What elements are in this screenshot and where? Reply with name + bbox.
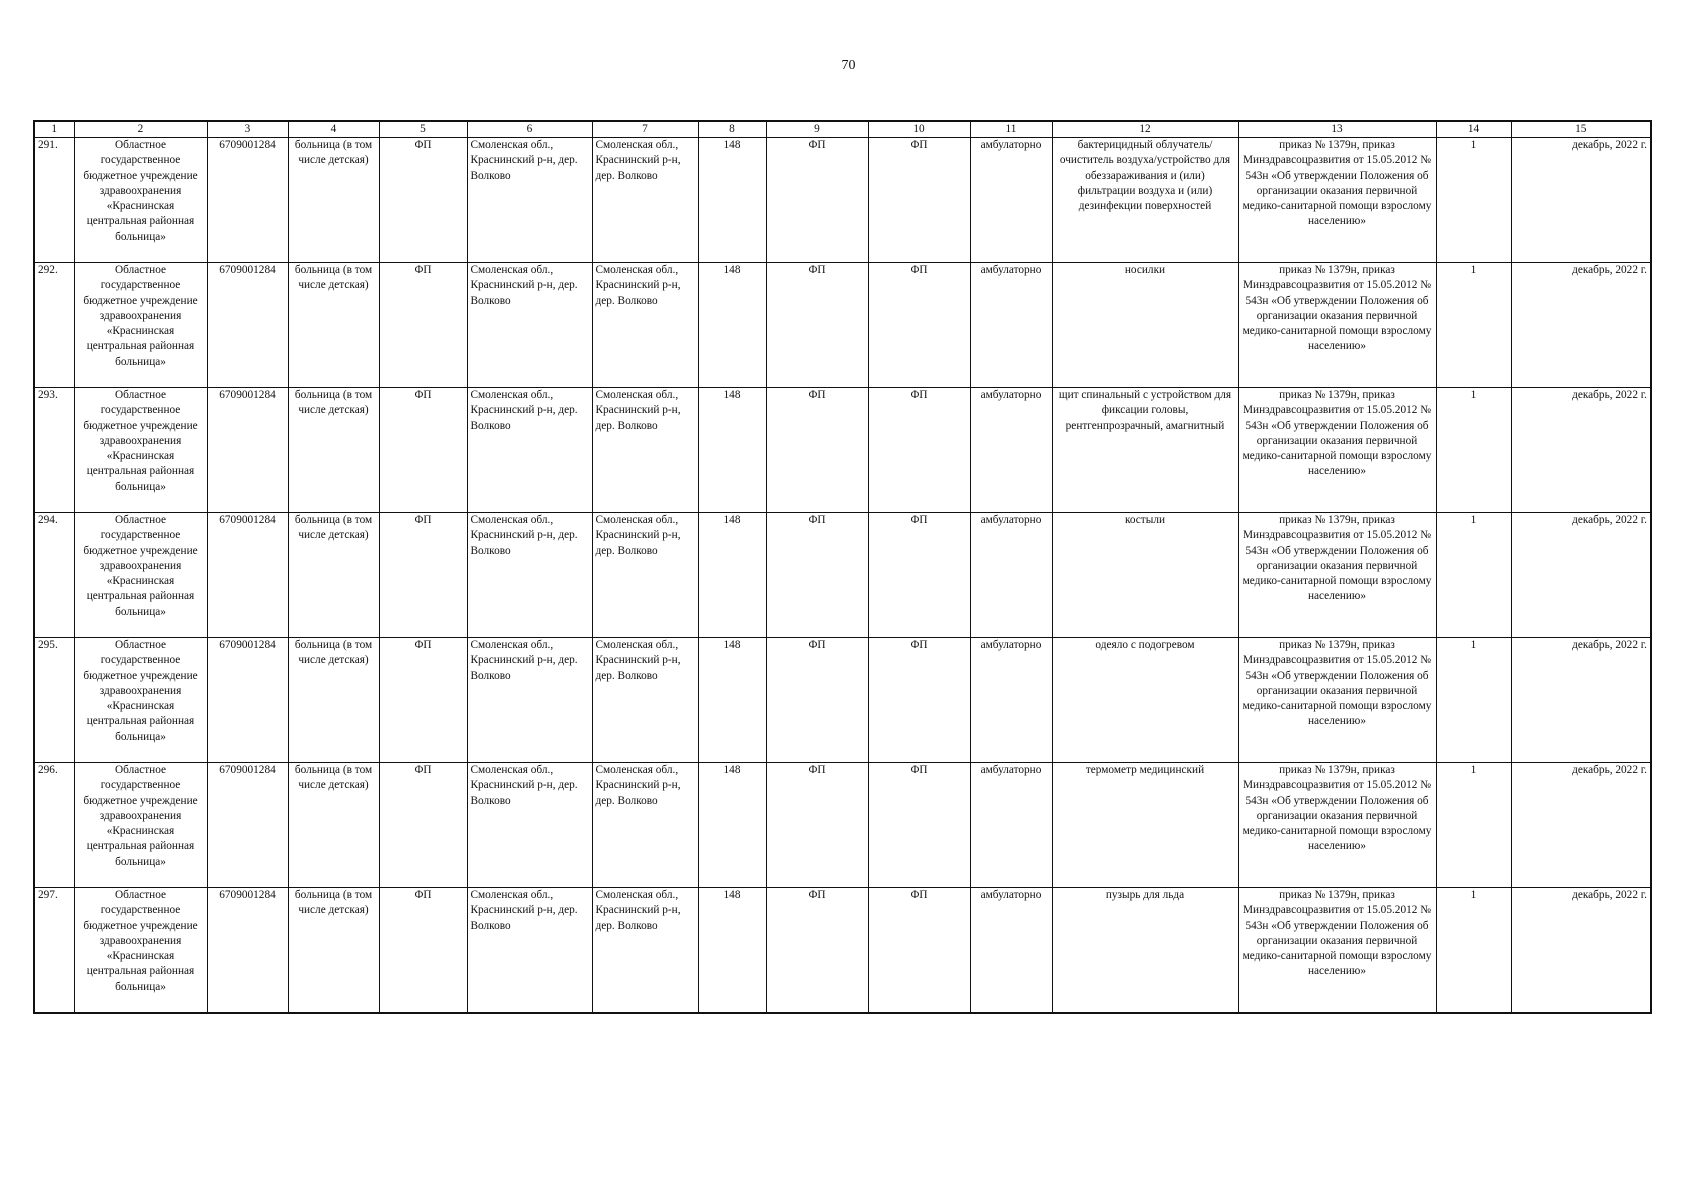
col10-cell: ФП xyxy=(868,138,970,263)
col10-cell: ФП xyxy=(868,263,970,388)
inn-cell: 6709001284 xyxy=(207,388,288,513)
date-cell: декабрь, 2022 г. xyxy=(1511,388,1651,513)
equipment-name: носилки xyxy=(1052,263,1238,388)
col9-cell: ФП xyxy=(766,388,868,513)
date-cell: декабрь, 2022 г. xyxy=(1511,138,1651,263)
unit-type: ФП xyxy=(379,388,467,513)
column-number: 2 xyxy=(74,121,207,138)
col10-cell: ФП xyxy=(868,888,970,1013)
col10-cell: ФП xyxy=(868,513,970,638)
address-cell: Смоленская обл., Краснинский р-н, дер. Волково xyxy=(467,138,592,263)
care-type: амбулаторно xyxy=(970,888,1052,1013)
unit-type: ФП xyxy=(379,513,467,638)
facility-type: больница (в том числе детская) xyxy=(288,263,379,388)
table-row xyxy=(34,263,1651,388)
code-cell: 148 xyxy=(698,638,766,763)
equipment-name: щит спинальный с устройством для фиксации головы, рентгенпрозрачный, амагнитный xyxy=(1052,388,1238,513)
inn-cell: 6709001284 xyxy=(207,513,288,638)
col9-cell: ФП xyxy=(766,888,868,1013)
address-cell-2: Смоленская обл., Краснинский р-н, дер. Волково xyxy=(592,638,698,763)
inn-cell: 6709001284 xyxy=(207,763,288,888)
row-number: 293. xyxy=(34,388,74,513)
code-cell: 148 xyxy=(698,763,766,888)
address-cell-2: Смоленская обл., Краснинский р-н, дер. Волково xyxy=(592,388,698,513)
address-cell: Смоленская обл., Краснинский р-н, дер. Волково xyxy=(467,513,592,638)
quantity-cell: 1 xyxy=(1436,263,1511,388)
facility-type: больница (в том числе детская) xyxy=(288,888,379,1013)
care-type: амбулаторно xyxy=(970,263,1052,388)
address-cell-2: Смоленская обл., Краснинский р-н, дер. Волково xyxy=(592,138,698,263)
code-cell: 148 xyxy=(698,888,766,1013)
order-reference: приказ № 1379н, приказ Минздравсоцразвития от 15.05.2012 № 543н «Об утверждении Положения об организации оказания первичной медико-санитарной помощи взрослому населению» xyxy=(1238,638,1436,763)
care-type: амбулаторно xyxy=(970,638,1052,763)
table-row xyxy=(34,138,1651,263)
column-number: 8 xyxy=(698,121,766,138)
equipment-name: бактерицидный облучатель/очиститель воздуха/устройство для обеззараживания и (или) фильтрации воздуха и (или) дезинфекции поверхностей xyxy=(1052,138,1238,263)
date-cell: декабрь, 2022 г. xyxy=(1511,638,1651,763)
code-cell: 148 xyxy=(698,388,766,513)
date-cell: декабрь, 2022 г. xyxy=(1511,763,1651,888)
quantity-cell: 1 xyxy=(1436,888,1511,1013)
date-cell: декабрь, 2022 г. xyxy=(1511,263,1651,388)
care-type: амбулаторно xyxy=(970,513,1052,638)
address-cell-2: Смоленская обл., Краснинский р-н, дер. Волково xyxy=(592,513,698,638)
care-type: амбулаторно xyxy=(970,763,1052,888)
order-reference: приказ № 1379н, приказ Минздравсоцразвития от 15.05.2012 № 543н «Об утверждении Положения об организации оказания первичной медико-санитарной помощи взрослому населению» xyxy=(1238,513,1436,638)
unit-type: ФП xyxy=(379,763,467,888)
quantity-cell: 1 xyxy=(1436,513,1511,638)
table-row xyxy=(34,388,1651,513)
column-number: 4 xyxy=(288,121,379,138)
address-cell-2: Смоленская обл., Краснинский р-н, дер. Волково xyxy=(592,888,698,1013)
address-cell-2: Смоленская обл., Краснинский р-н, дер. Волково xyxy=(592,763,698,888)
row-number: 294. xyxy=(34,513,74,638)
code-cell: 148 xyxy=(698,513,766,638)
column-number-row xyxy=(34,121,1651,138)
unit-type: ФП xyxy=(379,138,467,263)
inn-cell: 6709001284 xyxy=(207,888,288,1013)
column-number: 12 xyxy=(1052,121,1238,138)
inn-cell: 6709001284 xyxy=(207,263,288,388)
facility-type: больница (в том числе детская) xyxy=(288,138,379,263)
column-number: 1 xyxy=(34,121,74,138)
equipment-name: термометр медицинский xyxy=(1052,763,1238,888)
registry-table xyxy=(33,120,1652,1014)
column-number: 3 xyxy=(207,121,288,138)
column-number: 14 xyxy=(1436,121,1511,138)
organization-name: Областное государственное бюджетное учреждение здравоохранения «Краснинская центральная районная больница» xyxy=(74,888,207,1013)
column-number: 13 xyxy=(1238,121,1436,138)
quantity-cell: 1 xyxy=(1436,388,1511,513)
equipment-name: одеяло с подогревом xyxy=(1052,638,1238,763)
order-reference: приказ № 1379н, приказ Минздравсоцразвития от 15.05.2012 № 543н «Об утверждении Положения об организации оказания первичной медико-санитарной помощи взрослому населению» xyxy=(1238,263,1436,388)
col10-cell: ФП xyxy=(868,763,970,888)
unit-type: ФП xyxy=(379,638,467,763)
row-number: 296. xyxy=(34,763,74,888)
organization-name: Областное государственное бюджетное учреждение здравоохранения «Краснинская центральная районная больница» xyxy=(74,638,207,763)
col9-cell: ФП xyxy=(766,763,868,888)
unit-type: ФП xyxy=(379,888,467,1013)
row-number: 295. xyxy=(34,638,74,763)
care-type: амбулаторно xyxy=(970,138,1052,263)
facility-type: больница (в том числе детская) xyxy=(288,388,379,513)
facility-type: больница (в том числе детская) xyxy=(288,763,379,888)
code-cell: 148 xyxy=(698,263,766,388)
organization-name: Областное государственное бюджетное учреждение здравоохранения «Краснинская центральная районная больница» xyxy=(74,513,207,638)
col9-cell: ФП xyxy=(766,263,868,388)
quantity-cell: 1 xyxy=(1436,138,1511,263)
row-number: 291. xyxy=(34,138,74,263)
table-row xyxy=(34,888,1651,1013)
care-type: амбулаторно xyxy=(970,388,1052,513)
address-cell: Смоленская обл., Краснинский р-н, дер. Волково xyxy=(467,638,592,763)
column-number: 7 xyxy=(592,121,698,138)
col10-cell: ФП xyxy=(868,388,970,513)
page-number: 70 xyxy=(841,58,856,73)
order-reference: приказ № 1379н, приказ Минздравсоцразвития от 15.05.2012 № 543н «Об утверждении Положения об организации оказания первичной медико-санитарной помощи взрослому населению» xyxy=(1238,138,1436,263)
date-cell: декабрь, 2022 г. xyxy=(1511,888,1651,1013)
column-number: 6 xyxy=(467,121,592,138)
row-number: 297. xyxy=(34,888,74,1013)
code-cell: 148 xyxy=(698,138,766,263)
order-reference: приказ № 1379н, приказ Минздравсоцразвития от 15.05.2012 № 543н «Об утверждении Положения об организации оказания первичной медико-санитарной помощи взрослому населению» xyxy=(1238,388,1436,513)
table-row xyxy=(34,638,1651,763)
inn-cell: 6709001284 xyxy=(207,138,288,263)
col9-cell: ФП xyxy=(766,513,868,638)
col9-cell: ФП xyxy=(766,138,868,263)
facility-type: больница (в том числе детская) xyxy=(288,638,379,763)
organization-name: Областное государственное бюджетное учреждение здравоохранения «Краснинская центральная районная больница» xyxy=(74,263,207,388)
address-cell: Смоленская обл., Краснинский р-н, дер. Волково xyxy=(467,263,592,388)
date-cell: декабрь, 2022 г. xyxy=(1511,513,1651,638)
organization-name: Областное государственное бюджетное учреждение здравоохранения «Краснинская центральная районная больница» xyxy=(74,138,207,263)
address-cell-2: Смоленская обл., Краснинский р-н, дер. Волково xyxy=(592,263,698,388)
order-reference: приказ № 1379н, приказ Минздравсоцразвития от 15.05.2012 № 543н «Об утверждении Положения об организации оказания первичной медико-санитарной помощи взрослому населению» xyxy=(1238,888,1436,1013)
column-number: 10 xyxy=(868,121,970,138)
order-reference: приказ № 1379н, приказ Минздравсоцразвития от 15.05.2012 № 543н «Об утверждении Положения об организации оказания первичной медико-санитарной помощи взрослому населению» xyxy=(1238,763,1436,888)
column-number: 15 xyxy=(1511,121,1651,138)
quantity-cell: 1 xyxy=(1436,763,1511,888)
address-cell: Смоленская обл., Краснинский р-н, дер. Волково xyxy=(467,888,592,1013)
organization-name: Областное государственное бюджетное учреждение здравоохранения «Краснинская центральная районная больница» xyxy=(74,388,207,513)
equipment-name: костыли xyxy=(1052,513,1238,638)
col10-cell: ФП xyxy=(868,638,970,763)
organization-name: Областное государственное бюджетное учреждение здравоохранения «Краснинская центральная районная больница» xyxy=(74,763,207,888)
column-number: 9 xyxy=(766,121,868,138)
facility-type: больница (в том числе детская) xyxy=(288,513,379,638)
col9-cell: ФП xyxy=(766,638,868,763)
address-cell: Смоленская обл., Краснинский р-н, дер. Волково xyxy=(467,763,592,888)
unit-type: ФП xyxy=(379,263,467,388)
column-number: 11 xyxy=(970,121,1052,138)
column-number: 5 xyxy=(379,121,467,138)
table-row xyxy=(34,513,1651,638)
address-cell: Смоленская обл., Краснинский р-н, дер. Волково xyxy=(467,388,592,513)
row-number: 292. xyxy=(34,263,74,388)
table-row xyxy=(34,763,1651,888)
inn-cell: 6709001284 xyxy=(207,638,288,763)
equipment-name: пузырь для льда xyxy=(1052,888,1238,1013)
quantity-cell: 1 xyxy=(1436,638,1511,763)
